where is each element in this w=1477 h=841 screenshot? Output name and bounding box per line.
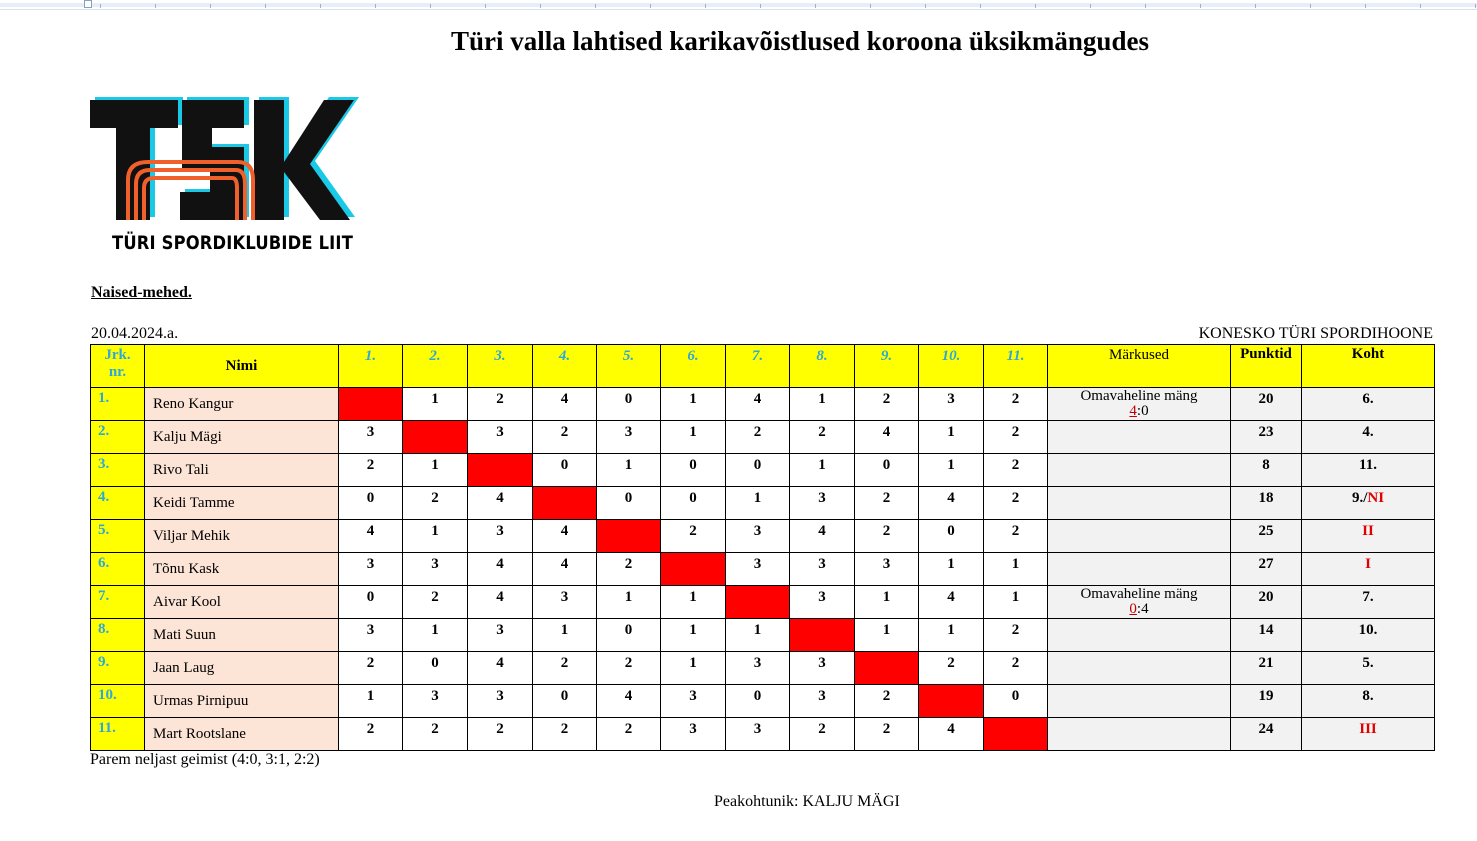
ruler-tick xyxy=(210,4,211,8)
player-number: 10. xyxy=(91,685,145,718)
score-cell: 2 xyxy=(855,718,919,751)
score-cell: 1 xyxy=(919,553,984,586)
score-cell: 3 xyxy=(403,553,468,586)
table-row xyxy=(91,454,1435,487)
ruler-tick xyxy=(1200,4,1201,8)
score-cell: 3 xyxy=(468,421,533,454)
remark-score-b: :4 xyxy=(1136,601,1149,617)
points-cell: 20 xyxy=(1231,388,1302,421)
score-cell: 2 xyxy=(468,388,533,421)
header-points: Punktid xyxy=(1231,345,1302,388)
score-cell: 2 xyxy=(984,520,1048,553)
remark-score-a: 4 xyxy=(1129,403,1137,419)
score-cell: 2 xyxy=(855,685,919,718)
player-name: Keidi Tamme xyxy=(145,487,339,520)
self-match-cell xyxy=(597,520,661,553)
score-cell: 2 xyxy=(403,718,468,751)
score-cell: 0 xyxy=(597,388,661,421)
score-cell: 2 xyxy=(790,718,855,751)
ruler-tick xyxy=(1420,4,1421,8)
score-cell: 1 xyxy=(984,586,1048,619)
self-match-cell xyxy=(468,454,533,487)
score-cell: 3 xyxy=(661,685,726,718)
player-number: 5. xyxy=(91,520,145,553)
ruler-tick xyxy=(485,4,486,8)
score-cell: 3 xyxy=(661,718,726,751)
score-cell: 3 xyxy=(403,685,468,718)
table-row xyxy=(91,685,1435,718)
points-cell: 20 xyxy=(1231,586,1302,619)
header-number-3: 3. xyxy=(468,345,533,388)
score-cell: 1 xyxy=(597,454,661,487)
score-cell: 0 xyxy=(984,685,1048,718)
score-cell: 0 xyxy=(339,586,403,619)
score-cell: 2 xyxy=(403,487,468,520)
score-cell: 4 xyxy=(533,388,597,421)
points-cell: 27 xyxy=(1231,553,1302,586)
score-cell: 1 xyxy=(403,388,468,421)
score-cell: 1 xyxy=(403,454,468,487)
place-cell xyxy=(1302,586,1435,619)
score-cell: 3 xyxy=(790,553,855,586)
score-cell: 4 xyxy=(468,652,533,685)
place-cell xyxy=(1302,421,1435,454)
score-cell: 1 xyxy=(919,421,984,454)
score-cell: 2 xyxy=(984,454,1048,487)
player-number: 6. xyxy=(91,553,145,586)
ruler-tick xyxy=(1255,4,1256,8)
score-cell: 2 xyxy=(339,718,403,751)
score-cell: 0 xyxy=(597,487,661,520)
score-cell: 4 xyxy=(468,553,533,586)
table-row xyxy=(91,619,1435,652)
score-cell: 3 xyxy=(468,619,533,652)
remarks-cell xyxy=(1048,619,1231,652)
score-cell: 2 xyxy=(984,487,1048,520)
score-cell: 2 xyxy=(468,718,533,751)
score-cell: 3 xyxy=(726,652,790,685)
ruler-tick xyxy=(155,4,156,8)
score-cell: 2 xyxy=(984,652,1048,685)
place-value: 9./ xyxy=(1351,490,1368,506)
ruler-tick xyxy=(980,4,981,8)
score-cell: 1 xyxy=(403,619,468,652)
score-cell: 2 xyxy=(661,520,726,553)
place-award: II xyxy=(1362,523,1374,539)
header-number-1: 1. xyxy=(339,345,403,388)
score-cell: 3 xyxy=(790,652,855,685)
player-number: 4. xyxy=(91,487,145,520)
score-cell: 0 xyxy=(919,520,984,553)
self-match-cell xyxy=(533,487,597,520)
header-jrk-line1: Jrk. xyxy=(104,347,131,363)
score-cell: 3 xyxy=(468,685,533,718)
score-cell: 0 xyxy=(855,454,919,487)
score-cell: 1 xyxy=(403,520,468,553)
header-jrk xyxy=(91,345,145,388)
player-number: 7. xyxy=(91,586,145,619)
table-row xyxy=(91,421,1435,454)
score-cell: 2 xyxy=(533,718,597,751)
score-cell: 4 xyxy=(855,421,919,454)
player-number: 2. xyxy=(91,421,145,454)
tab-stop-icon[interactable] xyxy=(84,0,92,8)
player-name: Aivar Kool xyxy=(145,586,339,619)
score-cell: 4 xyxy=(919,718,984,751)
results-table xyxy=(90,344,1435,751)
self-match-cell xyxy=(339,388,403,421)
score-cell: 1 xyxy=(790,454,855,487)
place-value: 6. xyxy=(1362,391,1374,407)
ruler-tick xyxy=(430,4,431,8)
self-match-cell xyxy=(855,652,919,685)
header-number-5: 5. xyxy=(597,345,661,388)
score-cell: 1 xyxy=(661,388,726,421)
score-cell: 3 xyxy=(855,553,919,586)
score-cell: 1 xyxy=(597,586,661,619)
remarks-cell xyxy=(1048,652,1231,685)
score-cell: 3 xyxy=(790,487,855,520)
place-award: NI xyxy=(1367,490,1385,506)
header-number-11: 11. xyxy=(984,345,1048,388)
score-cell: 3 xyxy=(919,388,984,421)
ruler-tick xyxy=(1475,4,1476,8)
score-cell: 3 xyxy=(468,520,533,553)
score-cell: 0 xyxy=(339,487,403,520)
header-place: Koht xyxy=(1302,345,1435,388)
score-cell: 2 xyxy=(790,421,855,454)
ruler xyxy=(0,0,1477,10)
remarks-cell xyxy=(1048,685,1231,718)
self-match-cell xyxy=(403,421,468,454)
header-number-9: 9. xyxy=(855,345,919,388)
score-cell: 1 xyxy=(726,487,790,520)
score-cell: 1 xyxy=(726,619,790,652)
player-name: Mati Suun xyxy=(145,619,339,652)
player-name: Kalju Mägi xyxy=(145,421,339,454)
place-cell xyxy=(1302,619,1435,652)
score-cell: 4 xyxy=(533,520,597,553)
header-jrk-line2: nr. xyxy=(108,364,127,380)
place-value: 4. xyxy=(1362,424,1374,440)
score-cell: 1 xyxy=(339,685,403,718)
score-cell: 2 xyxy=(855,388,919,421)
table-header-row xyxy=(91,345,1435,388)
tsk-logo-graphic xyxy=(88,92,363,232)
header-remarks: Märkused xyxy=(1048,345,1231,388)
score-cell: 4 xyxy=(919,487,984,520)
score-cell: 3 xyxy=(726,718,790,751)
score-cell: 4 xyxy=(726,388,790,421)
place-award: I xyxy=(1365,556,1371,572)
score-cell: 2 xyxy=(533,652,597,685)
score-cell: 2 xyxy=(855,520,919,553)
score-cell: 4 xyxy=(533,553,597,586)
points-cell: 24 xyxy=(1231,718,1302,751)
score-cell: 3 xyxy=(339,421,403,454)
remarks-cell xyxy=(1048,553,1231,586)
remarks-cell xyxy=(1048,421,1231,454)
points-cell: 19 xyxy=(1231,685,1302,718)
header-number-2: 2. xyxy=(403,345,468,388)
score-cell: 0 xyxy=(726,685,790,718)
score-cell: 2 xyxy=(984,388,1048,421)
ruler-tick xyxy=(705,4,706,8)
score-cell: 2 xyxy=(726,421,790,454)
place-value: 11. xyxy=(1359,457,1377,473)
ruler-tick xyxy=(1365,4,1366,8)
score-cell: 4 xyxy=(468,487,533,520)
header-number-7: 7. xyxy=(726,345,790,388)
table-row xyxy=(91,718,1435,751)
ruler-tick xyxy=(1145,4,1146,8)
player-number: 3. xyxy=(91,454,145,487)
table-row xyxy=(91,388,1435,421)
self-match-cell xyxy=(919,685,984,718)
score-cell: 1 xyxy=(984,553,1048,586)
ruler-tick xyxy=(1035,4,1036,8)
score-cell: 0 xyxy=(661,454,726,487)
ruler-tick xyxy=(100,4,101,8)
score-cell: 3 xyxy=(339,619,403,652)
remark-score-a: 0 xyxy=(1129,601,1137,617)
place-cell xyxy=(1302,520,1435,553)
place-value: 8. xyxy=(1362,688,1374,704)
points-cell: 25 xyxy=(1231,520,1302,553)
place-cell xyxy=(1302,388,1435,421)
score-cell: 2 xyxy=(597,553,661,586)
remarks-cell xyxy=(1048,586,1231,619)
score-cell: 4 xyxy=(339,520,403,553)
place-cell xyxy=(1302,553,1435,586)
self-match-cell xyxy=(726,586,790,619)
score-cell: 2 xyxy=(984,421,1048,454)
place-value: 10. xyxy=(1358,622,1378,638)
section-subtitle: Naised-mehed. xyxy=(91,284,192,301)
player-name: Jaan Laug xyxy=(145,652,339,685)
header-number-8: 8. xyxy=(790,345,855,388)
table-row xyxy=(91,520,1435,553)
score-cell: 1 xyxy=(919,619,984,652)
points-cell: 8 xyxy=(1231,454,1302,487)
points-cell: 21 xyxy=(1231,652,1302,685)
remarks-cell xyxy=(1048,454,1231,487)
player-name: Mart Rootslane xyxy=(145,718,339,751)
ruler-tick xyxy=(760,4,761,8)
score-cell: 0 xyxy=(597,619,661,652)
scoring-footnote: Parem neljast geimist (4:0, 3:1, 2:2) xyxy=(90,751,320,768)
score-cell: 0 xyxy=(403,652,468,685)
place-cell xyxy=(1302,718,1435,751)
score-cell: 2 xyxy=(597,652,661,685)
score-cell: 0 xyxy=(661,487,726,520)
score-cell: 4 xyxy=(790,520,855,553)
score-cell: 3 xyxy=(533,586,597,619)
score-cell: 2 xyxy=(597,718,661,751)
score-cell: 3 xyxy=(790,586,855,619)
score-cell: 1 xyxy=(790,388,855,421)
player-name: Reno Kangur xyxy=(145,388,339,421)
table-row xyxy=(91,553,1435,586)
score-cell: 2 xyxy=(855,487,919,520)
score-cell: 2 xyxy=(984,619,1048,652)
event-venue: KONESKO TÜRI SPORDIHOONE xyxy=(1198,325,1433,342)
header-name: Nimi xyxy=(145,345,339,388)
score-cell: 1 xyxy=(855,586,919,619)
score-cell: 4 xyxy=(468,586,533,619)
table-row xyxy=(91,586,1435,619)
header-number-6: 6. xyxy=(661,345,726,388)
score-cell: 4 xyxy=(597,685,661,718)
player-name: Rivo Tali xyxy=(145,454,339,487)
player-number: 8. xyxy=(91,619,145,652)
ruler-tick xyxy=(815,4,816,8)
score-cell: 1 xyxy=(919,454,984,487)
score-cell: 1 xyxy=(855,619,919,652)
self-match-cell xyxy=(661,553,726,586)
score-cell: 1 xyxy=(533,619,597,652)
score-cell: 2 xyxy=(919,652,984,685)
place-cell xyxy=(1302,685,1435,718)
ruler-tick xyxy=(375,4,376,8)
remarks-cell xyxy=(1048,520,1231,553)
score-cell: 3 xyxy=(597,421,661,454)
place-cell xyxy=(1302,454,1435,487)
place-value: 5. xyxy=(1362,655,1374,671)
remarks-cell xyxy=(1048,487,1231,520)
score-cell: 3 xyxy=(726,553,790,586)
ruler-tick xyxy=(320,4,321,8)
logo-caption: TÜRI SPORDIKLUBIDE LIIT xyxy=(112,232,354,254)
place-value: 7. xyxy=(1362,589,1374,605)
header-number-4: 4. xyxy=(533,345,597,388)
header-number-10: 10. xyxy=(919,345,984,388)
score-cell: 2 xyxy=(339,454,403,487)
player-name: Urmas Pirnipuu xyxy=(145,685,339,718)
player-number: 11. xyxy=(91,718,145,751)
table-row xyxy=(91,487,1435,520)
place-cell xyxy=(1302,652,1435,685)
table-row xyxy=(91,652,1435,685)
event-date: 20.04.2024.a. xyxy=(91,325,179,342)
ruler-tick xyxy=(1310,4,1311,8)
ruler-tick xyxy=(540,4,541,8)
ruler-tick xyxy=(595,4,596,8)
ruler-tick xyxy=(925,4,926,8)
remark-text: Omavaheline mäng xyxy=(1080,388,1198,404)
points-cell: 18 xyxy=(1231,487,1302,520)
remark-text: Omavaheline mäng xyxy=(1080,586,1198,602)
self-match-cell xyxy=(790,619,855,652)
ruler-tick xyxy=(265,4,266,8)
points-cell: 23 xyxy=(1231,421,1302,454)
score-cell: 1 xyxy=(661,619,726,652)
player-name: Tõnu Kask xyxy=(145,553,339,586)
ruler-tick xyxy=(870,4,871,8)
player-number: 1. xyxy=(91,388,145,421)
score-cell: 1 xyxy=(661,586,726,619)
score-cell: 0 xyxy=(726,454,790,487)
score-cell: 4 xyxy=(919,586,984,619)
score-cell: 3 xyxy=(726,520,790,553)
ruler-tick xyxy=(650,4,651,8)
remark-score xyxy=(1048,602,1230,617)
page-title: Türi valla lahtised karikavõistlused koroona üksikmängudes xyxy=(451,26,1149,56)
score-cell: 1 xyxy=(661,421,726,454)
place-award: III xyxy=(1359,721,1377,737)
player-number: 9. xyxy=(91,652,145,685)
remarks-cell xyxy=(1048,718,1231,751)
ruler-tick xyxy=(1090,4,1091,8)
remark-score-b: :0 xyxy=(1136,403,1149,419)
place-cell xyxy=(1302,487,1435,520)
remarks-cell xyxy=(1048,388,1231,421)
score-cell: 2 xyxy=(533,421,597,454)
score-cell: 2 xyxy=(339,652,403,685)
score-cell: 0 xyxy=(533,685,597,718)
points-cell: 14 xyxy=(1231,619,1302,652)
score-cell: 3 xyxy=(790,685,855,718)
head-judge: Peakohtunik: KALJU MÄGI xyxy=(714,793,900,810)
player-name: Viljar Mehik xyxy=(145,520,339,553)
self-match-cell xyxy=(984,718,1048,751)
score-cell: 0 xyxy=(533,454,597,487)
remark-score xyxy=(1048,404,1230,419)
score-cell: 2 xyxy=(403,586,468,619)
score-cell: 1 xyxy=(661,652,726,685)
score-cell: 3 xyxy=(339,553,403,586)
